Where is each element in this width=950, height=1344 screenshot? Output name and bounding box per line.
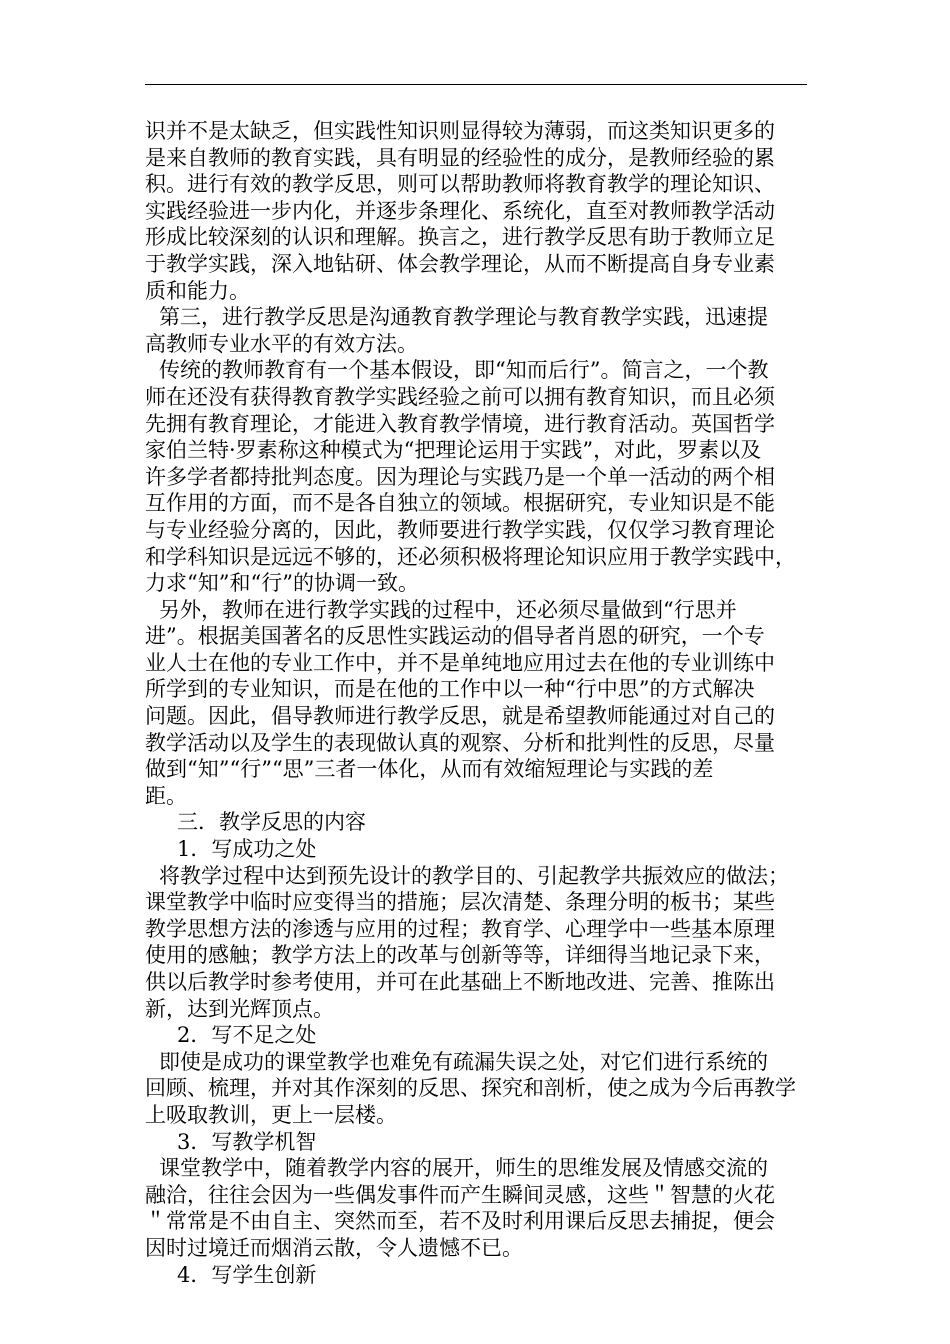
- text-line: 质和能力。: [145, 278, 250, 303]
- text-line: 所学到的专业知识，而是在他的工作中以一种“行中思”的方式解决: [145, 677, 755, 702]
- text-line: 第三，进行教学反思是沟通教育教学理论与教育教学实践，迅速提: [159, 305, 768, 330]
- text-line: 业人士在他的专业工作中，并不是单纯地应用过去在他的专业训练中: [145, 650, 775, 675]
- text-line: 互作用的方面，而不是各自独立的领域。根据研究，专业知识是不能: [145, 491, 775, 516]
- text-line: 上吸取教训，更上一层楼。: [145, 1102, 397, 1127]
- text-line: 进”。根据美国著名的反思性实践运动的倡导者肖恩的研究，一个专: [145, 624, 765, 649]
- header-rule: [145, 84, 807, 85]
- text-line: 将教学过程中达到预先设计的教学目的、引起教学共振效应的做法；: [159, 863, 789, 888]
- text-line: 先拥有教育理论，才能进入教育教学情境，进行教育活动。英国哲学: [145, 411, 775, 436]
- text-line: 实践经验进一步内化，并逐步条理化、系统化，直至对教师教学活动: [145, 198, 775, 223]
- text-line: 教学思想方法的渗透与应用的过程；教育学、心理学中一些基本原理: [145, 916, 775, 941]
- text-line: 与专业经验分离的，因此，教师要进行教学实践，仅仅学习教育理论: [145, 517, 775, 542]
- text-line: 积。进行有效的教学反思，则可以帮助教师将教育教学的理论知识、: [145, 172, 775, 197]
- text-line: 做到“知”“行”“思”三者一体化，从而有效缩短理论与实践的差: [145, 757, 714, 782]
- text-line: 3．写教学机智: [177, 1129, 317, 1154]
- text-line: 供以后教学时参考使用，并可在此基础上不断地改进、完善、推陈出: [145, 970, 775, 994]
- text-line: 因时过境迁而烟消云散，令人遗憾不已。: [145, 1235, 523, 1260]
- text-line: 即使是成功的课堂教学也难免有疏漏失误之处，对它们进行系统的: [159, 1049, 768, 1074]
- text-line: 1．写成功之处: [177, 837, 317, 862]
- text-line: ＂常常是不由自主、突然而至，若不及时利用课后反思去捕捉，便会: [145, 1209, 775, 1234]
- text-line: 问题。因此，倡导教师进行教学反思，就是希望教师能通过对自己的: [145, 704, 775, 729]
- text-line: 回顾、梳理，并对其作深刻的反思、探究和剖析，使之成为今后再教学: [145, 1076, 796, 1101]
- text-line: 新，达到光辉顶点。: [145, 996, 334, 1021]
- text-line: 4．写学生创新: [177, 1262, 317, 1287]
- text-line: 2．写不足之处: [177, 1023, 317, 1048]
- text-line: 距。: [145, 783, 187, 808]
- text-line: 识并不是太缺乏，但实践性知识则显得较为薄弱，而这类知识更多的: [145, 119, 775, 143]
- text-line: 形成比较深刻的认识和理解。换言之，进行教学反思有助于教师立足: [145, 225, 775, 250]
- text-line: 和学科知识是远远不够的，还必须积极将理论知识应用于教学实践中，: [145, 544, 796, 569]
- text-line: 是来自教师的教育实践，具有明显的经验性的成分，是教师经验的累: [145, 145, 775, 170]
- text-line: 课堂教学中，随着教学内容的展开，师生的思维发展及情感交流的: [159, 1156, 768, 1181]
- text-line: 高教师专业水平的有效方法。: [145, 331, 418, 356]
- text-line: 课堂教学中临时应变得当的措施；层次清楚、条理分明的板书；某些: [145, 890, 775, 915]
- text-line: 于教学实践，深入地钻研、体会教学理论，从而不断提高自身专业素: [145, 251, 775, 276]
- text-line: 家伯兰特·罗素称这种模式为“把理论运用于实践”，对此，罗素以及: [145, 438, 762, 463]
- text-line: 另外，教师在进行教学实践的过程中，还必须尽量做到“行思并: [159, 597, 737, 622]
- text-line: 师在还没有获得教育教学实践经验之前可以拥有教育知识，而且必须: [145, 384, 775, 409]
- text-line: 三．教学反思的内容: [177, 810, 366, 835]
- document-body: [145, 118, 807, 1288]
- text-line: 传统的教师教育有一个基本假设，即“知而后行”。简言之，一个教: [159, 358, 769, 383]
- text-line: 力求“知”和“行”的协调一致。: [145, 571, 419, 596]
- text-line: 教学活动以及学生的表现做认真的观察、分析和批判性的反思，尽量: [145, 730, 775, 755]
- text-line: 许多学者都持批判态度。因为理论与实践乃是一个单一活动的两个相: [145, 464, 775, 489]
- text-line: 融洽，往往会因为一些偶发事件而产生瞬间灵感，这些＂智慧的火花: [145, 1182, 775, 1207]
- text-line: 使用的感触；教学方法上的改革与创新等等，详细得当地记录下来，: [145, 943, 775, 968]
